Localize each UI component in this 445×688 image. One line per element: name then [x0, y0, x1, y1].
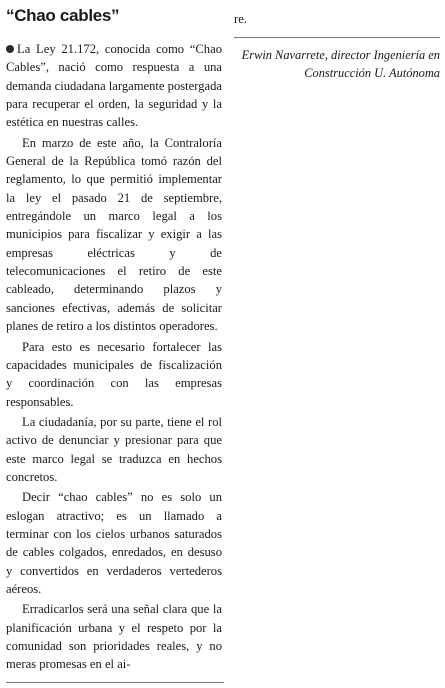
article-paragraph: La Ley 21.172, conocida como “Chao Cables”, nació como respuesta a una demanda ciudadana largamente postergada para recuperar el orden, la seguridad y la estética en nuestras calles. — [6, 42, 222, 130]
article-paragraph: En marzo de este año, la Contraloría General de la República tomó razón del reglamento, lo que permitió implementar la ley el pasado 21 de septiembre, entregándole un marco legal a los municipios para fiscalizar y exigir a las empresas eléctricas y de telecomunicaciones el retiro de este cableado, determinando plazos y sanciones efectivas, además de solicitar planes de retiro a los distintos operadores. — [6, 135, 222, 334]
article-continuation: re. — [234, 12, 247, 26]
article-paragraph: Decir “chao cables” no es solo un eslogan atractivo; es un llamado a terminar con los cielos urbanos saturados de cables colgados, enredados, en desuso y convertidos en verdaderos vertederos aéreos. — [6, 490, 222, 596]
article-paragraph: Para esto es necesario fortalecer las capacidades municipales de fiscalización y coordinación con las empresas responsables. — [6, 339, 222, 409]
author-divider — [234, 37, 440, 38]
author-signature: Erwin Navarrete, director Ingeniería en Construcción U. Autónoma — [241, 48, 440, 80]
article-paragraph: La ciudadanía, por su parte, tiene el rol activo de denunciar y presionar para que este marco legal se traduzca en hechos concretos. — [6, 414, 222, 484]
article-body-left-column — [6, 40, 222, 674]
bullet-icon — [6, 45, 14, 53]
column-divider — [6, 682, 224, 683]
article-body-right-column — [234, 10, 440, 82]
article-title: “Chao cables” — [6, 6, 120, 25]
article-paragraph: Erradicarlos será una señal clara que la planificación urbana y el respeto por la comunidad son prioridades reales, y no meras promesas en el ai- — [6, 602, 222, 672]
